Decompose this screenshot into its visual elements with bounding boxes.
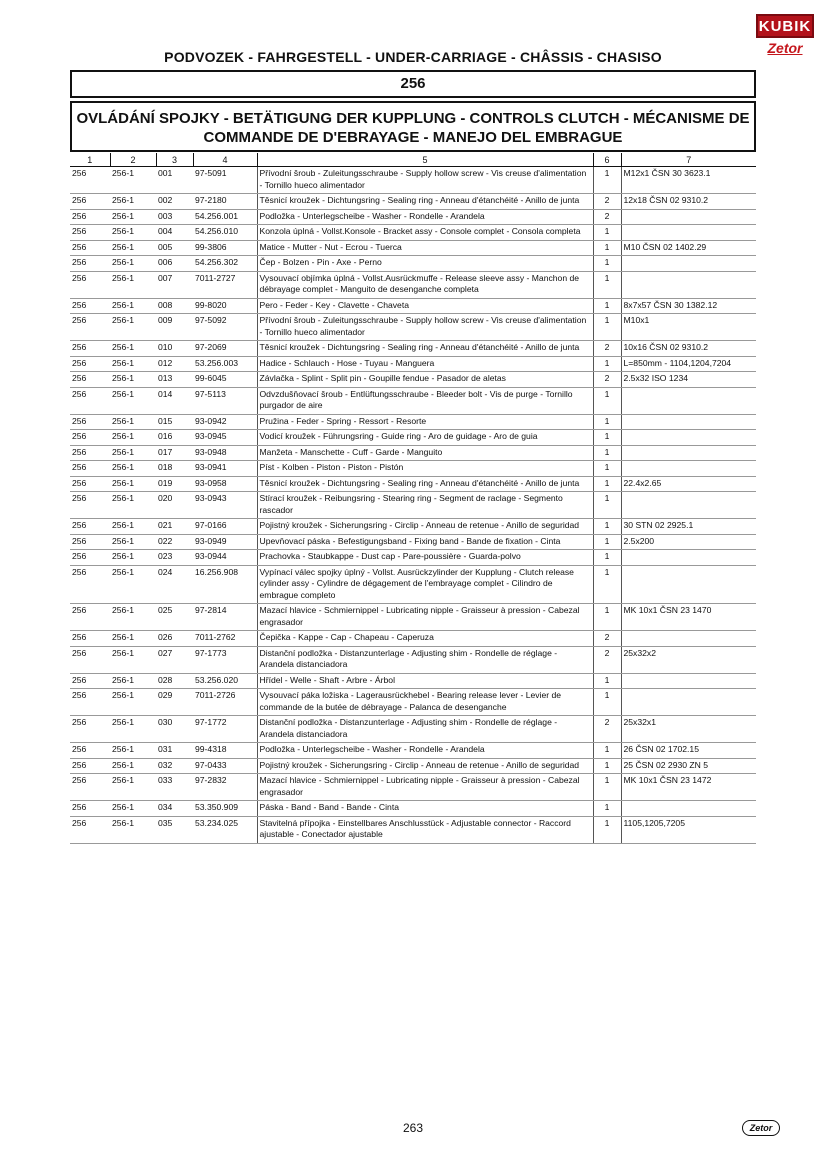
cell-c3: 009 (156, 314, 193, 341)
cell-c4: 93-0945 (193, 430, 257, 446)
cell-c4: 53.256.003 (193, 356, 257, 372)
cell-c2: 256-1 (110, 225, 156, 241)
cell-c3: 022 (156, 534, 193, 550)
cell-c6: 2 (593, 646, 621, 673)
cell-c7: 30 STN 02 2925.1 (621, 519, 756, 535)
cell-c3: 035 (156, 816, 193, 843)
cell-c1: 256 (70, 519, 110, 535)
cell-c4: 93-0941 (193, 461, 257, 477)
table-row (70, 743, 756, 759)
cell-c1: 256 (70, 550, 110, 566)
cell-c7: 26 ČSN 02 1702.15 (621, 743, 756, 759)
zetor-footer-logo: Zetor (742, 1120, 780, 1136)
table-row (70, 387, 756, 414)
cell-c5: Vysouvací objímka úplná - Vollst.Ausrückmuffe - Release sleeve assy - Manchon de débrayage complet - Manguito de desenganche completa (257, 271, 593, 298)
cell-c5: Čepička - Kappe - Cap - Chapeau - Caperuza (257, 631, 593, 647)
cell-c2: 256-1 (110, 341, 156, 357)
cell-c1: 256 (70, 816, 110, 843)
cell-c1: 256 (70, 167, 110, 194)
cell-c7 (621, 271, 756, 298)
table-row (70, 240, 756, 256)
table-row (70, 256, 756, 272)
cell-c5: Matice - Mutter - Nut - Ecrou - Tuerca (257, 240, 593, 256)
cell-c1: 256 (70, 565, 110, 604)
cell-c1: 256 (70, 492, 110, 519)
cell-c4: 99-8020 (193, 298, 257, 314)
cell-c4: 54.256.302 (193, 256, 257, 272)
cell-c5: Píst - Kolben - Piston - Piston - Pistón (257, 461, 593, 477)
cell-c7 (621, 414, 756, 430)
cell-c5: Mazací hlavice - Schmiernippel - Lubricating nipple - Graisseur à pression - Cabezal engrasador (257, 604, 593, 631)
cell-c3: 021 (156, 519, 193, 535)
cell-c5: Upevňovací páska - Befestigungsband - Fixing band - Bande de fixation - Cinta (257, 534, 593, 550)
cell-c4: 97-0433 (193, 758, 257, 774)
cell-c3: 004 (156, 225, 193, 241)
table-row (70, 476, 756, 492)
cell-c5: Podložka - Unterlegscheibe - Washer - Rondelle - Arandela (257, 743, 593, 759)
cell-c2: 256-1 (110, 816, 156, 843)
cell-c6: 1 (593, 774, 621, 801)
table-row (70, 194, 756, 210)
cell-c1: 256 (70, 689, 110, 716)
cell-c5: Odvzdušňovací šroub - Entlüftungsschraube - Bleeder bolt - Vis de purge - Tornillo purgador de aire (257, 387, 593, 414)
cell-c6: 1 (593, 758, 621, 774)
cell-c5: Konzola úplná - Vollst.Konsole - Bracket assy - Console complet - Consola completa (257, 225, 593, 241)
cell-c4: 97-2180 (193, 194, 257, 210)
section-title-box (70, 101, 756, 152)
cell-c5: Čep - Bolzen - Pin - Axe - Perno (257, 256, 593, 272)
cell-c1: 256 (70, 476, 110, 492)
cell-c4: 99-6045 (193, 372, 257, 388)
parts-table (70, 153, 756, 844)
page-header: PODVOZEK - FAHRGESTELL - UNDER-CARRIAGE - CHÂSSIS - CHASISO (164, 49, 662, 65)
cell-c4: 97-2069 (193, 341, 257, 357)
cell-c2: 256-1 (110, 461, 156, 477)
cell-c4: 97-1772 (193, 716, 257, 743)
cell-c2: 256-1 (110, 194, 156, 210)
table-row (70, 414, 756, 430)
cell-c1: 256 (70, 341, 110, 357)
cell-c4: 97-0166 (193, 519, 257, 535)
cell-c6: 1 (593, 430, 621, 446)
cell-c6: 2 (593, 372, 621, 388)
cell-c4: 97-1773 (193, 646, 257, 673)
cell-c5: Podložka - Unterlegscheibe - Washer - Rondelle - Arandela (257, 209, 593, 225)
cell-c2: 256-1 (110, 430, 156, 446)
cell-c1: 256 (70, 758, 110, 774)
cell-c4: 99-3806 (193, 240, 257, 256)
cell-c6: 1 (593, 801, 621, 817)
cell-c3: 013 (156, 372, 193, 388)
cell-c3: 016 (156, 430, 193, 446)
cell-c4: 93-0948 (193, 445, 257, 461)
cell-c2: 256-1 (110, 167, 156, 194)
cell-c1: 256 (70, 604, 110, 631)
column-header: 2 (110, 153, 156, 167)
table-row (70, 550, 756, 566)
cell-c1: 256 (70, 673, 110, 689)
cell-c5: Prachovka - Staubkappe - Dust cap - Pare-poussière - Guarda-polvo (257, 550, 593, 566)
cell-c2: 256-1 (110, 631, 156, 647)
cell-c6: 1 (593, 298, 621, 314)
cell-c4: 7011-2762 (193, 631, 257, 647)
group-number-box (70, 70, 756, 98)
cell-c2: 256-1 (110, 565, 156, 604)
cell-c7 (621, 550, 756, 566)
cell-c2: 256-1 (110, 492, 156, 519)
cell-c3: 007 (156, 271, 193, 298)
cell-c1: 256 (70, 387, 110, 414)
cell-c6: 1 (593, 519, 621, 535)
cell-c4: 16.256.908 (193, 565, 257, 604)
cell-c2: 256-1 (110, 314, 156, 341)
cell-c6: 1 (593, 271, 621, 298)
page-number: 263 (402, 1121, 424, 1135)
cell-c2: 256-1 (110, 387, 156, 414)
table-row (70, 430, 756, 446)
cell-c2: 256-1 (110, 271, 156, 298)
section-title-line2: COMMANDE DE D'EBRAYAGE - MANEJO DEL EMBRAGUE (203, 129, 623, 146)
cell-c7: 1105,1205,7205 (621, 816, 756, 843)
cell-c1: 256 (70, 209, 110, 225)
cell-c2: 256-1 (110, 758, 156, 774)
cell-c5: Těsnicí kroužek - Dichtungsring - Sealing ring - Anneau d'étanchéité - Anillo de junta (257, 341, 593, 357)
cell-c6: 1 (593, 604, 621, 631)
cell-c5: Těsnicí kroužek - Dichtungsring - Sealing ring - Anneau d'étanchéité - Anillo de junta (257, 476, 593, 492)
cell-c1: 256 (70, 256, 110, 272)
cell-c4: 93-0942 (193, 414, 257, 430)
cell-c6: 1 (593, 314, 621, 341)
cell-c3: 005 (156, 240, 193, 256)
cell-c1: 256 (70, 445, 110, 461)
table-row (70, 801, 756, 817)
cell-c4: 93-0944 (193, 550, 257, 566)
cell-c1: 256 (70, 774, 110, 801)
cell-c5: Manžeta - Manschette - Cuff - Garde - Manguito (257, 445, 593, 461)
cell-c4: 93-0943 (193, 492, 257, 519)
cell-c3: 012 (156, 356, 193, 372)
table-row (70, 673, 756, 689)
cell-c5: Pružina - Feder - Spring - Ressort - Resorte (257, 414, 593, 430)
cell-c3: 006 (156, 256, 193, 272)
cell-c5: Stírací kroužek - Reibungsring - Stearing ring - Segment de raclage - Segmento rascador (257, 492, 593, 519)
cell-c7: MK 10x1 ČSN 23 1472 (621, 774, 756, 801)
cell-c7 (621, 209, 756, 225)
cell-c3: 025 (156, 604, 193, 631)
cell-c1: 256 (70, 430, 110, 446)
section-title-line1: OVLÁDÁNÍ SPOJKY - BETÄTIGUNG DER KUPPLUNG - CONTROLS CLUTCH - MÉCANISME DE (76, 110, 750, 127)
table-row (70, 689, 756, 716)
cell-c7: 25x32x2 (621, 646, 756, 673)
cell-c7 (621, 673, 756, 689)
cell-c4: 97-2832 (193, 774, 257, 801)
cell-c4: 97-2814 (193, 604, 257, 631)
column-header: 1 (70, 153, 110, 167)
cell-c2: 256-1 (110, 476, 156, 492)
table-row (70, 565, 756, 604)
cell-c5: Těsnicí kroužek - Dichtungsring - Sealing ring - Anneau d'étanchéité - Anillo de junta (257, 194, 593, 210)
cell-c4: 53.234.025 (193, 816, 257, 843)
cell-c2: 256-1 (110, 604, 156, 631)
cell-c1: 256 (70, 631, 110, 647)
cell-c5: Hřídel - Welle - Shaft - Arbre - Árbol (257, 673, 593, 689)
column-header: 7 (621, 153, 756, 167)
cell-c7: 22.4x2.65 (621, 476, 756, 492)
cell-c7: 12x18 ČSN 02 9310.2 (621, 194, 756, 210)
cell-c6: 2 (593, 209, 621, 225)
cell-c7 (621, 689, 756, 716)
table-row (70, 519, 756, 535)
cell-c4: 99-4318 (193, 743, 257, 759)
cell-c3: 014 (156, 387, 193, 414)
cell-c7 (621, 256, 756, 272)
cell-c6: 1 (593, 816, 621, 843)
cell-c6: 1 (593, 673, 621, 689)
table-row (70, 167, 756, 194)
cell-c2: 256-1 (110, 519, 156, 535)
cell-c6: 1 (593, 445, 621, 461)
cell-c4: 54.256.001 (193, 209, 257, 225)
cell-c6: 2 (593, 716, 621, 743)
cell-c4: 97-5113 (193, 387, 257, 414)
cell-c7: 8x7x57 ČSN 30 1382.12 (621, 298, 756, 314)
cell-c7 (621, 387, 756, 414)
cell-c2: 256-1 (110, 240, 156, 256)
cell-c6: 2 (593, 631, 621, 647)
cell-c5: Distanční podložka - Distanzunterlage - Adjusting shim - Rondelle de réglage - Arandela distanciadora (257, 716, 593, 743)
cell-c2: 256-1 (110, 743, 156, 759)
cell-c3: 018 (156, 461, 193, 477)
cell-c5: Vysouvací páka ložiska - Lagerausrückhebel - Bearing release lever - Levier de commande de la butée de débrayage - Palanca de desenganche (257, 689, 593, 716)
cell-c5: Přívodní šroub - Zuleitungsschraube - Supply hollow screw - Vis creuse d'alimentation - Tornillo hueco alimentador (257, 167, 593, 194)
cell-c1: 256 (70, 271, 110, 298)
cell-c5: Mazací hlavice - Schmiernippel - Lubricating nipple - Graisseur à pression - Cabezal engrasador (257, 774, 593, 801)
table-row (70, 341, 756, 357)
cell-c6: 1 (593, 356, 621, 372)
cell-c3: 030 (156, 716, 193, 743)
cell-c5: Stavitelná přípojka - Einstellbares Anschlusstück - Adjustable connector - Raccord ajustable - Conectador ajustable (257, 816, 593, 843)
cell-c7: 2.5x200 (621, 534, 756, 550)
cell-c1: 256 (70, 225, 110, 241)
cell-c7: M12x1 ČSN 30 3623.1 (621, 167, 756, 194)
cell-c7: 25x32x1 (621, 716, 756, 743)
cell-c5: Přívodní šroub - Zuleitungsschraube - Supply hollow screw - Vis creuse d'alimentation - Tornillo hueco alimentador (257, 314, 593, 341)
cell-c7: M10 ČSN 02 1402.29 (621, 240, 756, 256)
table-row (70, 604, 756, 631)
cell-c2: 256-1 (110, 801, 156, 817)
cell-c3: 010 (156, 341, 193, 357)
cell-c7 (621, 631, 756, 647)
cell-c3: 034 (156, 801, 193, 817)
table-row (70, 534, 756, 550)
cell-c6: 1 (593, 743, 621, 759)
cell-c4: 53.350.909 (193, 801, 257, 817)
cell-c5: Páska - Band - Band - Bande - Cinta (257, 801, 593, 817)
cell-c5: Závlačka - Splint - Split pin - Goupille fendue - Pasador de aletas (257, 372, 593, 388)
table-row (70, 314, 756, 341)
cell-c5: Vodicí kroužek - Führungsring - Guide ring - Aro de guidage - Aro de guia (257, 430, 593, 446)
table-row (70, 774, 756, 801)
cell-c6: 1 (593, 387, 621, 414)
cell-c4: 53.256.020 (193, 673, 257, 689)
cell-c6: 1 (593, 492, 621, 519)
cell-c7 (621, 565, 756, 604)
cell-c2: 256-1 (110, 550, 156, 566)
cell-c3: 015 (156, 414, 193, 430)
cell-c3: 019 (156, 476, 193, 492)
group-number: 256 (400, 75, 426, 92)
cell-c7: 2.5x32 ISO 1234 (621, 372, 756, 388)
zetor-logo: Zetor (767, 40, 803, 56)
cell-c2: 256-1 (110, 646, 156, 673)
table-row (70, 271, 756, 298)
cell-c3: 027 (156, 646, 193, 673)
cell-c2: 256-1 (110, 673, 156, 689)
cell-c6: 1 (593, 476, 621, 492)
cell-c2: 256-1 (110, 256, 156, 272)
cell-c4: 54.256.010 (193, 225, 257, 241)
table-row (70, 816, 756, 843)
cell-c5: Vypínací válec spojky úplný - Vollst. Ausrückzylinder der Kupplung - Clutch release cylinder assy - Cylindre de dégagement de l'embrayage complet - Cilindro de embrague completo (257, 565, 593, 604)
cell-c7: MK 10x1 ČSN 23 1470 (621, 604, 756, 631)
cell-c1: 256 (70, 534, 110, 550)
table-row (70, 492, 756, 519)
cell-c2: 256-1 (110, 414, 156, 430)
cell-c5: Distanční podložka - Distanzunterlage - Adjusting shim - Rondelle de réglage - Arandela distanciadora (257, 646, 593, 673)
cell-c6: 1 (593, 414, 621, 430)
table-row (70, 716, 756, 743)
table-row (70, 445, 756, 461)
cell-c6: 1 (593, 565, 621, 604)
cell-c1: 256 (70, 801, 110, 817)
cell-c6: 2 (593, 341, 621, 357)
table-row (70, 372, 756, 388)
cell-c1: 256 (70, 240, 110, 256)
cell-c7: 10x16 ČSN 02 9310.2 (621, 341, 756, 357)
cell-c6: 1 (593, 225, 621, 241)
cell-c3: 032 (156, 758, 193, 774)
cell-c6: 1 (593, 550, 621, 566)
table-row (70, 646, 756, 673)
cell-c7 (621, 461, 756, 477)
table-header-row (70, 153, 756, 167)
table-row (70, 209, 756, 225)
cell-c3: 026 (156, 631, 193, 647)
cell-c3: 003 (156, 209, 193, 225)
cell-c7 (621, 492, 756, 519)
cell-c3: 001 (156, 167, 193, 194)
table-row (70, 225, 756, 241)
cell-c3: 033 (156, 774, 193, 801)
table-row (70, 298, 756, 314)
cell-c2: 256-1 (110, 209, 156, 225)
cell-c4: 7011-2726 (193, 689, 257, 716)
cell-c7 (621, 225, 756, 241)
cell-c6: 1 (593, 461, 621, 477)
cell-c2: 256-1 (110, 716, 156, 743)
table-row (70, 461, 756, 477)
cell-c6: 1 (593, 256, 621, 272)
cell-c3: 029 (156, 689, 193, 716)
cell-c4: 93-0949 (193, 534, 257, 550)
table-row (70, 758, 756, 774)
cell-c2: 256-1 (110, 689, 156, 716)
column-header: 5 (257, 153, 593, 167)
cell-c5: Pojistný kroužek - Sicherungsring - Circlip - Anneau de retenue - Anillo de seguridad (257, 758, 593, 774)
cell-c6: 2 (593, 194, 621, 210)
cell-c3: 017 (156, 445, 193, 461)
cell-c2: 256-1 (110, 534, 156, 550)
cell-c6: 1 (593, 534, 621, 550)
cell-c3: 031 (156, 743, 193, 759)
cell-c5: Pero - Feder - Key - Clavette - Chaveta (257, 298, 593, 314)
cell-c1: 256 (70, 372, 110, 388)
column-header: 4 (193, 153, 257, 167)
cell-c2: 256-1 (110, 774, 156, 801)
cell-c1: 256 (70, 743, 110, 759)
kubik-zetor-logo (756, 14, 814, 56)
cell-c3: 024 (156, 565, 193, 604)
cell-c1: 256 (70, 356, 110, 372)
cell-c1: 256 (70, 314, 110, 341)
table-row (70, 631, 756, 647)
cell-c7 (621, 801, 756, 817)
cell-c4: 93-0958 (193, 476, 257, 492)
cell-c7 (621, 445, 756, 461)
cell-c2: 256-1 (110, 298, 156, 314)
cell-c4: 97-5092 (193, 314, 257, 341)
cell-c5: Hadice - Schlauch - Hose - Tuyau - Manguera (257, 356, 593, 372)
cell-c1: 256 (70, 194, 110, 210)
parts-table-body (70, 167, 756, 844)
cell-c6: 1 (593, 689, 621, 716)
cell-c6: 1 (593, 167, 621, 194)
cell-c2: 256-1 (110, 372, 156, 388)
column-header: 6 (593, 153, 621, 167)
cell-c2: 256-1 (110, 445, 156, 461)
cell-c1: 256 (70, 646, 110, 673)
cell-c5: Pojistný kroužek - Sicherungsring - Circlip - Anneau de retenue - Anillo de seguridad (257, 519, 593, 535)
cell-c3: 023 (156, 550, 193, 566)
cell-c6: 1 (593, 240, 621, 256)
cell-c3: 002 (156, 194, 193, 210)
cell-c1: 256 (70, 298, 110, 314)
cell-c1: 256 (70, 414, 110, 430)
cell-c7 (621, 430, 756, 446)
cell-c1: 256 (70, 461, 110, 477)
cell-c7: M10x1 (621, 314, 756, 341)
cell-c4: 7011-2727 (193, 271, 257, 298)
column-header: 3 (156, 153, 193, 167)
cell-c3: 028 (156, 673, 193, 689)
cell-c1: 256 (70, 716, 110, 743)
cell-c7: 25 ČSN 02 2930 ZN 5 (621, 758, 756, 774)
table-row (70, 356, 756, 372)
cell-c7: L=850mm - 1104,1204,7204 (621, 356, 756, 372)
cell-c3: 008 (156, 298, 193, 314)
kubik-logo: KUBIK (756, 14, 814, 38)
cell-c4: 97-5091 (193, 167, 257, 194)
cell-c3: 020 (156, 492, 193, 519)
cell-c2: 256-1 (110, 356, 156, 372)
